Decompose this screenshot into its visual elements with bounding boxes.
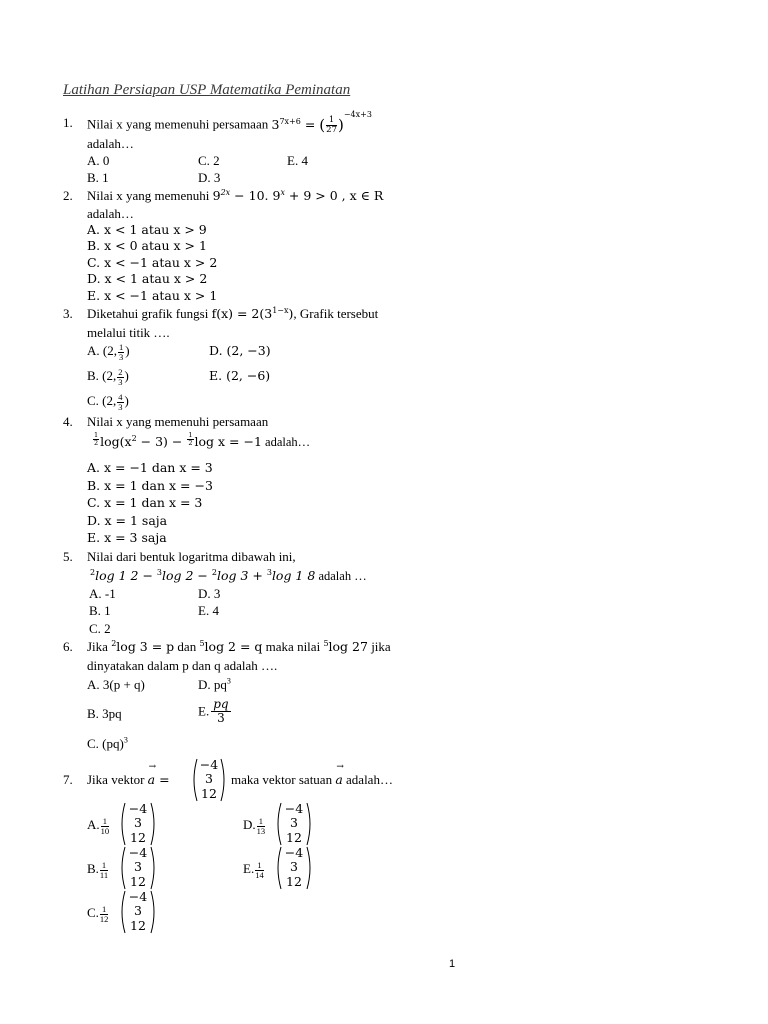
q6-option-d: D. $pq^3$ [198,676,231,692]
q4-option-e: E. x = 3 saja [87,530,167,545]
q5-number: 5. [63,549,73,564]
q6-option-c: C. (pq)$^3$ [87,735,128,751]
q7-option-b: B. $\frac{1}{11}$ [87,860,109,880]
q1-tail: adalah… [87,136,134,151]
q4-option-d: D. x = 1 saja [87,513,168,528]
q7-option-d-vector: −4 3 12 [275,802,313,846]
q3-option-a: A. (2, $\frac{1}{3}$ ) [87,342,130,362]
q7-option-e: E. $\frac{1}{14}$ [243,860,264,880]
q1-equation: $3^{7x+6}$ = ( $\frac{1}{27}$ )$^{-4x+3}$ [271,110,372,135]
q4-option-c: C. x = 1 dan x = 3 [87,495,203,510]
q2-option-a: A. x < 1 atau x > 9 [87,222,207,237]
q2-number: 2. [63,188,73,203]
q7-text-start: Jika vektor → a = [87,762,170,787]
q3-line2: melalui titik …. [87,325,170,340]
vector-a-column: −4 3 12 [191,758,227,802]
q2-tail: adalah… [87,206,134,221]
q3-text: Diketahui grafik fungsi $f(x) = 2(3^{1-x})$, Grafik tersebut [87,305,379,321]
q4-option-a: A. x = −1 dan x = 3 [87,460,213,475]
q2-text: Nilai x yang memenuhi $9^{2x} - 10$. $9^x + 9 > 0$ , x ∈ R [87,187,384,203]
q1-text: Nilai x yang memenuhi persamaan $3^{7x+6}$ = ( $\frac{1}{27}$ )$^{-4x+3}$ [87,110,372,135]
q7-text-end: maka vektor satuan → a adalah… [231,762,393,787]
q6-option-a: A. 3(p + q) [87,677,145,692]
q7-option-c: C. $\frac{1}{12}$ [87,904,109,924]
q2-inequality: $9^{2x} - 10$. $9^x + 9 > 0$ , x ∈ R [212,187,384,203]
page-number: 1 [449,958,456,970]
q7-option-a-vector: −4 3 12 [119,802,157,846]
q5-option-a: A. -1 [89,586,116,601]
q3-option-c: C. (2, $\frac{4}{3}$ ) [87,392,129,412]
q7-option-b-vector: −4 3 12 [119,846,157,890]
q2-option-d: D. x < 1 atau x > 2 [87,271,208,286]
q1-option-e: E. 4 [287,153,308,168]
q6-number: 6. [63,639,73,654]
q1-option-b: B. 1 [87,170,109,185]
q5-text: Nilai dari bentuk logaritma dibawah ini, [87,549,296,564]
q1-option-d: D. 3 [198,170,221,185]
q5-option-b: B. 1 [89,603,111,618]
q2-option-c: C. x < −1 atau x > 2 [87,255,218,270]
q2-option-b: B. x < 0 atau x > 1 [87,238,207,253]
q6-line2: dinyatakan dalam p dan q adalah …. [87,658,278,673]
q3-number: 3. [63,306,73,321]
q1-number: 1. [63,115,73,130]
q4-equation: $\frac{1}{2}$ $\log(x^2 - 3)$ − $\frac{1}{2}$ log x = −1 adalah… [94,431,311,449]
q5-expression: $^2$log 1 2 − $^3$log 2 − $^2$log 3 + $^3$log 1 8 adalah … [90,567,367,583]
q3-option-b: B. (2, $\frac{2}{3}$ ) [87,367,129,387]
q5-option-c: C. 2 [89,621,111,636]
q7-option-e-vector: −4 3 12 [275,846,313,890]
q7-option-c-vector: −4 3 12 [119,890,157,934]
q2-option-e: E. x < −1 atau x > 1 [87,288,218,303]
q3-function: $f(x) = 2(3^{1-x})$ [211,305,294,321]
q1-option-a: A. 0 [87,153,110,168]
q7-option-a: A. $\frac{1}{10}$ [87,816,110,836]
q6-option-e: E. $\frac{pq}{3}$ [198,697,229,725]
q5-option-e: E. 4 [198,603,219,618]
q1-option-c: C. 2 [198,153,220,168]
page-title: Latihan Persiapan USP Matematika Peminatan [63,82,351,98]
q7-option-d: D. $\frac{1}{13}$ [243,816,266,836]
vector-a-symbol: → a [147,762,157,787]
q7-number: 7. [63,772,73,787]
q3-option-e: E. (2, −6) [209,368,271,383]
q6-text: Jika $^2$log 3 = p dan $^5$log 2 = q maka nilai $^5$log 27 jika [87,638,391,654]
q4-option-b: B. x = 1 dan x = −3 [87,478,213,493]
q4-number: 4. [63,414,73,429]
q5-option-d: D. 3 [198,586,221,601]
q4-text: Nilai x yang memenuhi persamaan [87,414,269,429]
q3-option-d: D. (2, −3) [209,343,271,358]
q6-option-b: B. 3pq [87,706,122,721]
